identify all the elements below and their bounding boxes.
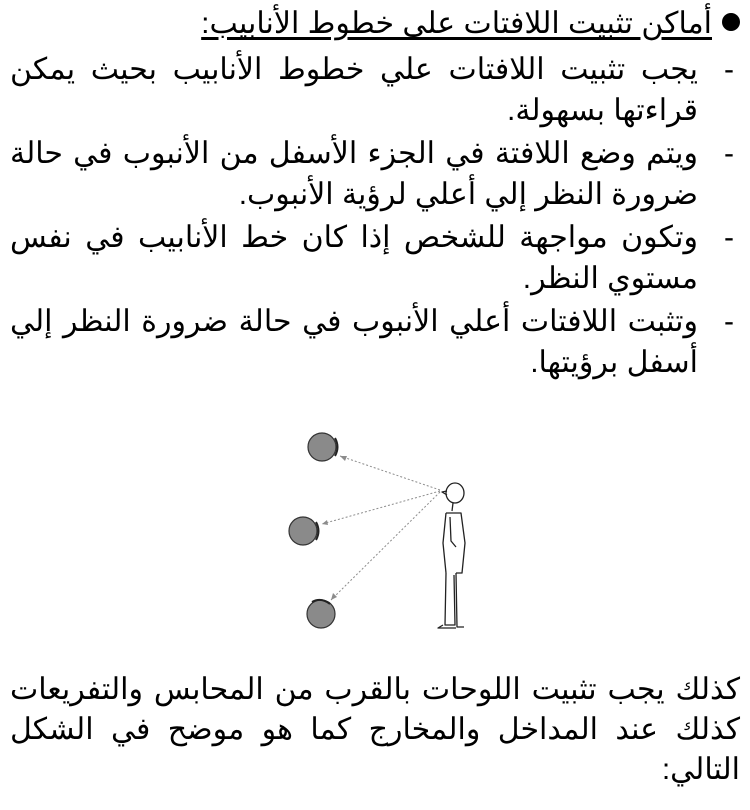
list-item (10, 218, 740, 299)
list-item-text: وتكون مواجهة للشخص إذا كان خط الأنابيب في نفس مستوي النظر. (10, 221, 698, 295)
list-item (10, 134, 740, 215)
dash-marker: - (724, 305, 734, 338)
list-item (10, 50, 740, 131)
lower-pipe (307, 600, 335, 628)
middle-pipe (289, 517, 319, 545)
closing-paragraph: كذلك يجب تثبيت اللوحات بالقرب من المحابس والتفريعات كذلك عند المداخل والمخارج كما هو موضح في الشكل التالي: (10, 673, 740, 786)
bullet-icon (722, 13, 740, 31)
list-item (10, 302, 740, 383)
guideline-list (10, 50, 740, 386)
upper-pipe (308, 433, 338, 461)
sight-arrowheads (322, 456, 347, 600)
dash-marker: - (724, 221, 734, 254)
person-viewing-pipes-illustration (280, 425, 480, 640)
dash-marker: - (724, 53, 734, 86)
list-item-text: ويتم وضع اللافتة في الجزء الأسفل من الأنبوب في حالة ضرورة النظر إلي أعلي لرؤية الأنبوب. (10, 137, 698, 211)
section-heading (10, 4, 740, 44)
heading-text: أماكن تثبيت اللافتات على خطوط الأنابيب: (201, 7, 712, 40)
dash-marker: - (724, 137, 734, 170)
list-item-text: يجب تثبيت اللافتات علي خطوط الأنابيب بحيث يمكن قراءتها بسهولة. (10, 53, 698, 127)
standing-person (438, 483, 465, 628)
sight-lines (322, 456, 440, 600)
list-item-text: وتثبت اللافتات أعلي الأنبوب في حالة ضرورة النظر إلي أسفل برؤيتها. (10, 305, 698, 379)
